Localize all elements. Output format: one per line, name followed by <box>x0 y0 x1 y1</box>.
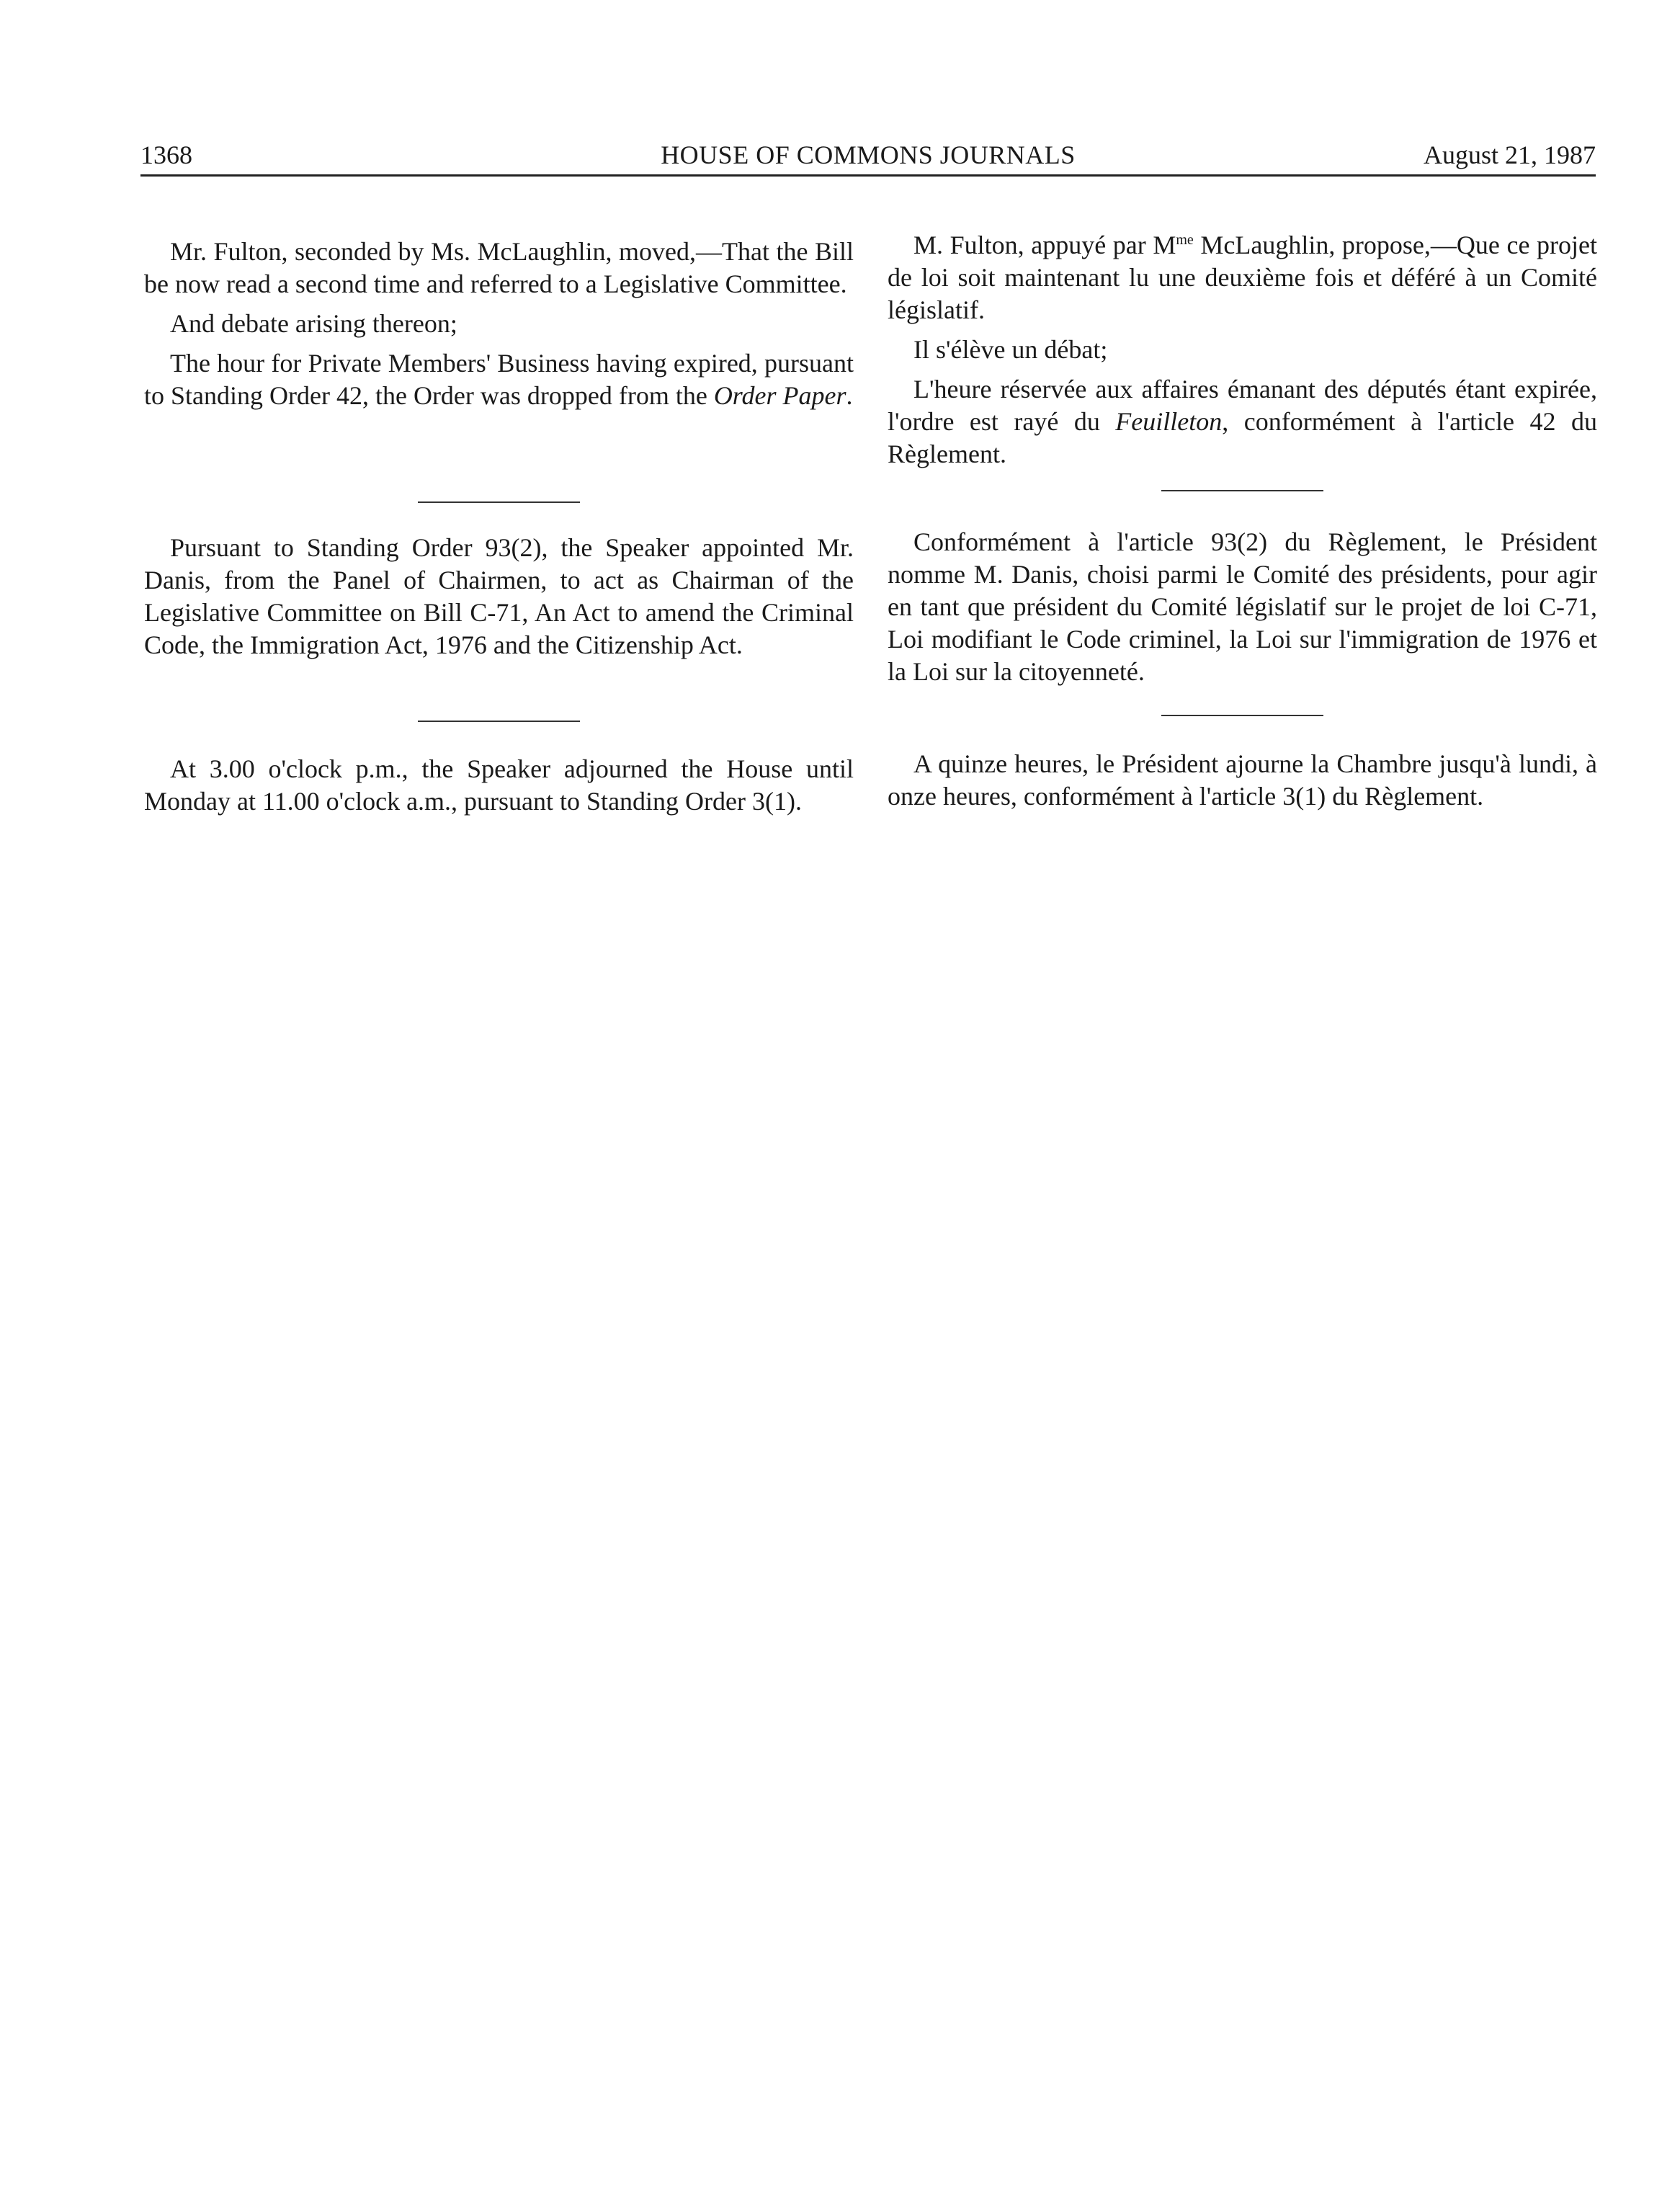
fr-appointment-paragraph: Conformément à l'article 93(2) du Règlement, le Président nomme M. Danis, choisi parmi le Comité des présidents, pour agir en tant que président du Comité législatif sur le projet de loi C-71, Loi modifiant le Code criminel, la Loi sur l'immigration de 1976 et la Loi sur la citoyenneté. <box>888 527 1597 686</box>
fr-debate-paragraph: Il s'élève un débat; <box>913 335 1108 364</box>
en-expired-end: . <box>846 381 853 410</box>
fr-expired-paragraph <box>888 373 1597 471</box>
en-order-paper-italic: Order Paper <box>713 381 846 410</box>
fr-motion-text-b: McLaughlin, propose,—Que ce projet de loi soit maintenant lu une deuxième fois et déféré à un Comité législatif. <box>888 231 1597 324</box>
fr-expired-text: L'heure réservée aux affaires émanant des députés étant expirée, l'ordre est rayé du <box>888 375 1597 436</box>
en-adjournment-block <box>144 753 854 818</box>
en-separator-2 <box>418 721 580 722</box>
en-separator-1 <box>418 501 580 503</box>
en-expired-paragraph <box>144 347 854 412</box>
fr-motion-block <box>888 229 1597 471</box>
journal-title: HOUSE OF COMMONS JOURNALS <box>661 141 1076 169</box>
en-appointment-block <box>144 532 854 661</box>
en-expired-text: The hour for Private Members' Business having expired, pursuant to Standing Order 42, the Order was dropped from the <box>144 349 854 410</box>
en-debate-paragraph: And debate arising thereon; <box>170 309 457 338</box>
fr-motion-paragraph <box>888 229 1597 326</box>
fr-adjournment-block <box>888 748 1597 813</box>
page-number: 1368 <box>140 141 192 169</box>
journal-date: August 21, 1987 <box>1423 141 1596 169</box>
en-appointment-paragraph: Pursuant to Standing Order 93(2), the Speaker appointed Mr. Danis, from the Panel of Chairmen, to act as Chairman of the Legislative Committee on Bill C-71, An Act to amend the Criminal Code, the Immigration Act, 1976 and the Citizenship Act. <box>144 533 854 659</box>
en-motion-paragraph: Mr. Fulton, seconded by Ms. McLaughlin, moved,—That the Bill be now read a second time and referred to a Legislative Committee. <box>144 237 854 298</box>
fr-feuilleton-italic: Feuilleton <box>1115 407 1223 436</box>
fr-appointment-block <box>888 526 1597 688</box>
fr-separator-2 <box>1161 715 1323 716</box>
page-header <box>140 127 1596 177</box>
fr-separator-1 <box>1161 490 1323 491</box>
fr-adjournment-paragraph: A quinze heures, le Président ajourne la Chambre jusqu'à lundi, à onze heures, conformément à l'article 3(1) du Règlement. <box>888 749 1597 811</box>
fr-expired-end: , conformément à l'article 42 du Règlement. <box>888 407 1597 468</box>
en-adjournment-paragraph: At 3.00 o'clock p.m., the Speaker adjourned the House until Monday at 11.00 o'clock a.m., pursuant to Standing Order 3(1). <box>144 754 854 816</box>
en-motion-block <box>144 236 854 412</box>
fr-motion-text-a: M. Fulton, appuyé par M <box>913 231 1176 259</box>
fr-madame-superscript: me <box>1176 232 1194 248</box>
